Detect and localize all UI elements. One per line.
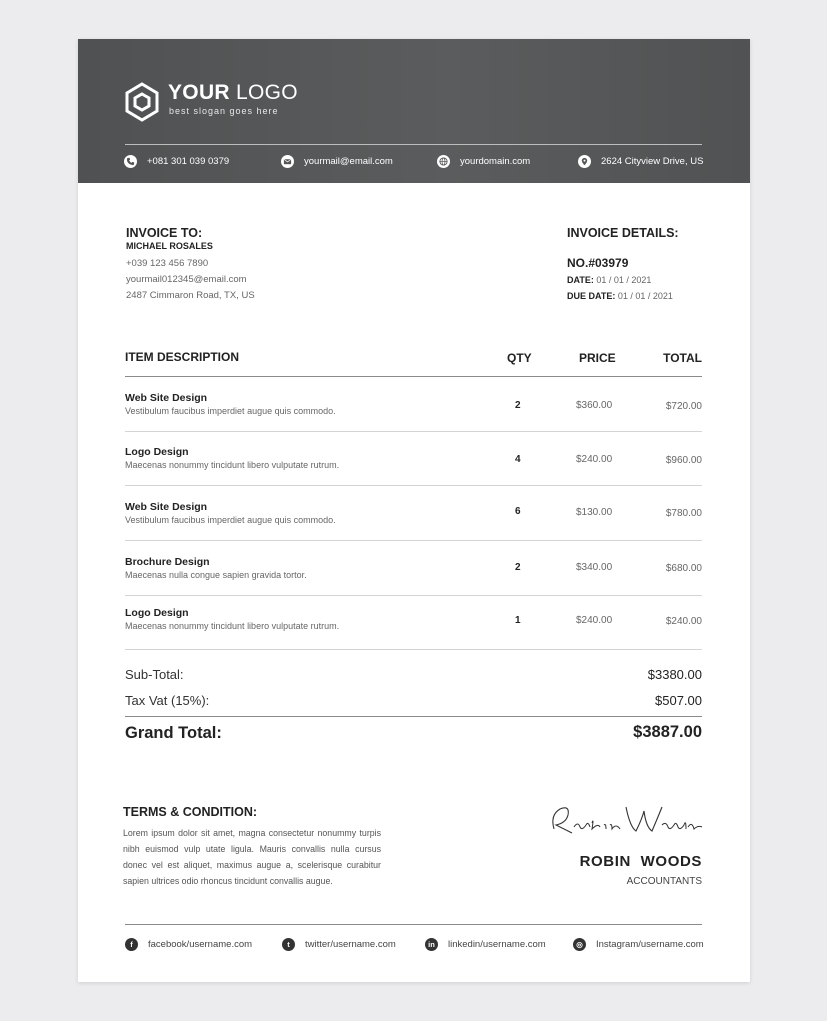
row-4-title: Brochure Design	[125, 556, 210, 568]
row-1-price: $360.00	[576, 400, 613, 411]
grand-total-label: Grand Total:	[125, 724, 222, 742]
mail-icon	[281, 155, 294, 168]
twitter-icon: t	[282, 938, 295, 951]
col-header-price: PRICE	[579, 351, 616, 365]
hexagon-logo-icon	[124, 82, 160, 122]
row-1-title: Web Site Design	[125, 392, 208, 404]
tax-value: $507.00	[655, 693, 702, 708]
linkedin-icon: in	[425, 938, 438, 951]
invoice-due-date: DUE DATE: 01 / 01 / 2021	[567, 291, 673, 301]
social-twitter[interactable]: t twitter/username.com	[282, 938, 396, 951]
signatory-role: ACCOUNTANTS	[626, 876, 702, 887]
row-2-total: $960.00	[665, 455, 702, 466]
instagram-icon: ◎	[573, 938, 586, 951]
header-divider	[125, 144, 702, 145]
terms-label: TERMS & CONDITION:	[123, 805, 258, 819]
tax-label: Tax Vat (15%):	[125, 693, 210, 708]
handwritten-signature	[546, 801, 706, 841]
logo-title: YOUR LOGO	[168, 81, 298, 104]
globe-icon	[437, 155, 450, 168]
invoice-page	[78, 39, 750, 982]
row-1-qty: 2	[515, 400, 521, 411]
col-header-total: TOTAL	[663, 351, 702, 365]
social-instagram[interactable]: ◎ Instagram/username.com	[573, 938, 704, 951]
location-icon	[578, 155, 591, 168]
contact-website: yourdomain.com	[437, 155, 530, 168]
facebook-icon: f	[125, 938, 138, 951]
client-address: 2487 Cimmaron Road, TX, US	[126, 290, 255, 301]
table-bottom-divider	[125, 649, 702, 650]
row-divider	[125, 485, 702, 486]
row-4-total: $680.00	[665, 563, 702, 574]
row-1-total: $720.00	[665, 401, 702, 412]
grand-total-value: $3887.00	[633, 723, 702, 741]
row-4-qty: 2	[515, 562, 521, 573]
subtotal-label: Sub-Total:	[125, 667, 184, 682]
row-divider	[125, 540, 702, 541]
row-3-total: $780.00	[665, 508, 702, 519]
contact-phone: +081 301 039 0379	[124, 155, 229, 168]
row-5-title: Logo Design	[125, 607, 189, 619]
col-header-description: ITEM DESCRIPTION	[125, 350, 240, 364]
client-name: MICHAEL ROSALES	[126, 241, 213, 251]
social-linkedin[interactable]: in linkedin/username.com	[425, 938, 546, 951]
subtotal-value: $3380.00	[647, 667, 702, 682]
row-5-qty: 1	[515, 615, 521, 626]
contact-email: yourmail@email.com	[281, 155, 393, 168]
row-3-title: Web Site Design	[125, 501, 208, 513]
terms-text: Lorem ipsum dolor sit amet, magna consectetur nonummy turpis nibh euismod vulp utate ligula. Mauris convallis nulla cursus donec vel est aliquet, maximus augue a, scelerisque curabitur sapien ultrices odio rhoncus tincidunt convallis augue.	[123, 828, 381, 886]
row-4-price: $340.00	[576, 562, 613, 573]
row-1-description: Vestibulum faucibus imperdiet augue quis commodo.	[125, 406, 336, 416]
row-2-qty: 4	[515, 454, 521, 465]
invoice-details-label: INVOICE DETAILS:	[567, 226, 679, 240]
row-5-description: Maecenas nonummy tincidunt libero vulputate rutrum.	[125, 621, 340, 631]
row-5-price: $240.00	[576, 615, 613, 626]
summary-divider	[125, 716, 702, 717]
row-3-price: $130.00	[576, 507, 613, 518]
client-email: yourmail012345@email.com	[126, 274, 247, 285]
social-facebook[interactable]: f facebook/username.com	[125, 938, 252, 951]
logo-slogan: best slogan goes here	[169, 106, 279, 116]
table-header-divider	[125, 376, 702, 377]
client-phone: +039 123 456 7890	[126, 258, 209, 269]
row-4-description: Maecenas nulla congue sapien gravida tortor.	[125, 570, 307, 580]
signatory-name: ROBIN WOODS	[579, 853, 702, 870]
invoice-number: NO.#03979	[567, 256, 629, 270]
phone-icon	[124, 155, 137, 168]
row-3-qty: 6	[515, 506, 521, 517]
contact-address: 2624 Cityview Drive, US	[578, 155, 703, 168]
row-2-title: Logo Design	[125, 446, 189, 458]
invoice-header	[78, 39, 750, 183]
row-3-description: Vestibulum faucibus imperdiet augue quis commodo.	[125, 515, 336, 525]
row-5-total: $240.00	[665, 616, 702, 627]
row-2-price: $240.00	[576, 454, 613, 465]
row-2-description: Maecenas nonummy tincidunt libero vulputate rutrum.	[125, 460, 340, 470]
invoice-date: DATE: 01 / 01 / 2021	[567, 275, 652, 285]
footer-divider	[125, 924, 702, 925]
col-header-qty: QTY	[507, 351, 532, 365]
row-divider	[125, 595, 702, 596]
row-divider	[125, 431, 702, 432]
invoice-to-label: INVOICE TO:	[126, 226, 203, 240]
